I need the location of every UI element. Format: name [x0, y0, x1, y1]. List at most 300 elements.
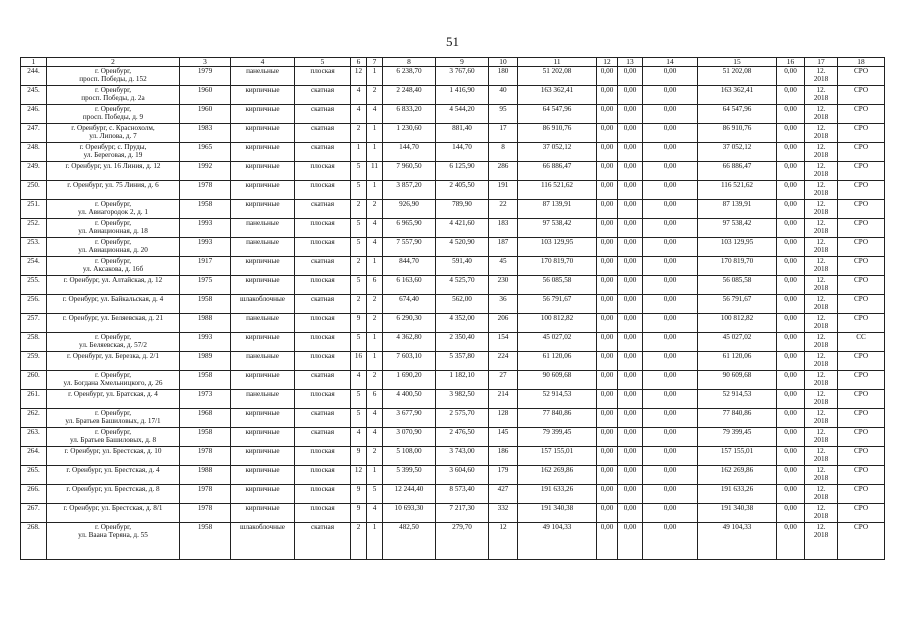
method-cell: СРО [838, 295, 885, 314]
living-area-cell: 1 182,10 [436, 371, 489, 390]
col16-cell: 0,00 [777, 86, 805, 105]
total-area-cell: 7 557,90 [383, 238, 436, 257]
address-cell [47, 257, 180, 276]
total-area-cell: 5 108,00 [383, 447, 436, 466]
table-row [21, 447, 885, 466]
date-year: 2018 [813, 208, 829, 216]
address-line-1: г. Оренбург, [94, 428, 132, 436]
table-row [21, 485, 885, 504]
address-line-2: просп. Победы, д. 2а [81, 94, 145, 102]
residents-cell: 230 [489, 276, 518, 295]
total-area-cell: 6 833,20 [383, 105, 436, 124]
date-cell [805, 428, 838, 447]
address-line-1: г. Оренбург, ул. 75 Линия, д. 6 [67, 181, 159, 189]
living-area-cell: 279,70 [436, 523, 489, 560]
row-number-cell: 268. [21, 523, 47, 560]
roof-type-cell: плоская [295, 314, 351, 333]
date-month: 12. [816, 162, 826, 170]
roof-type-cell: плоская [295, 352, 351, 371]
row-number-cell: 244. [21, 67, 47, 86]
col12-cell: 0,00 [597, 124, 618, 143]
col13-cell: 0,00 [618, 371, 643, 390]
col13-cell: 0,00 [618, 447, 643, 466]
col13-cell: 0,00 [618, 67, 643, 86]
col16-cell: 0,00 [777, 257, 805, 276]
floors-cell: 12 [351, 466, 367, 485]
col12-cell: 0,00 [597, 86, 618, 105]
col14-cell: 0,00 [643, 143, 698, 162]
column-header-12: 12 [597, 58, 618, 67]
col16-cell: 0,00 [777, 105, 805, 124]
wall-material-cell: кирпичные [231, 181, 295, 200]
method-cell: СРО [838, 143, 885, 162]
table-row [21, 200, 885, 219]
table-row [21, 390, 885, 409]
entrances-cell: 1 [367, 523, 383, 560]
page-number: 51 [446, 34, 459, 49]
method-cell: СРО [838, 124, 885, 143]
address-line-1: г. Оренбург, [94, 105, 132, 113]
col12-cell: 0,00 [597, 181, 618, 200]
entrances-cell: 11 [367, 162, 383, 181]
living-area-cell: 3 743,00 [436, 447, 489, 466]
roof-type-cell: скатная [295, 86, 351, 105]
date-cell [805, 162, 838, 181]
column-header-17: 17 [805, 58, 838, 67]
col16-cell: 0,00 [777, 314, 805, 333]
address-cell [47, 200, 180, 219]
floors-cell: 4 [351, 428, 367, 447]
method-cell: СРО [838, 86, 885, 105]
date-cell [805, 504, 838, 523]
cost-cell: 191 633,26 [518, 485, 597, 504]
address-line-2: ул. Береговая, д. 19 [83, 151, 143, 159]
date-cell [805, 257, 838, 276]
floors-cell: 12 [351, 67, 367, 86]
address-line-2: ул. Авиационная, д. 18 [78, 227, 148, 235]
date-cell [805, 409, 838, 428]
wall-material-cell: кирпичные [231, 447, 295, 466]
date-year: 2018 [813, 189, 829, 197]
floors-cell: 5 [351, 162, 367, 181]
wall-material-cell: панельные [231, 67, 295, 86]
housing-register-table [20, 57, 885, 560]
method-cell: СРО [838, 200, 885, 219]
entrances-cell: 1 [367, 352, 383, 371]
col15-cell: 79 399,45 [698, 428, 777, 447]
wall-material-cell: кирпичные [231, 466, 295, 485]
year-cell: 1988 [180, 314, 231, 333]
address-line-1: г. Оренбург, ул. Беляевская, д. 21 [62, 314, 164, 322]
entrances-cell: 2 [367, 295, 383, 314]
wall-material-cell: кирпичные [231, 162, 295, 181]
floors-cell: 9 [351, 485, 367, 504]
col15-cell: 52 914,53 [698, 390, 777, 409]
roof-type-cell: плоская [295, 333, 351, 352]
row-number-cell: 260. [21, 371, 47, 390]
total-area-cell: 3 677,90 [383, 409, 436, 428]
row-number-cell: 252. [21, 219, 47, 238]
col14-cell: 0,00 [643, 371, 698, 390]
date-year: 2018 [813, 531, 829, 539]
total-area-cell: 6 965,90 [383, 219, 436, 238]
residents-cell: 154 [489, 333, 518, 352]
date-year: 2018 [813, 246, 829, 254]
table-row [21, 504, 885, 523]
method-cell: СРО [838, 105, 885, 124]
entrances-cell: 4 [367, 504, 383, 523]
address-cell [47, 409, 180, 428]
row-number-cell: 261. [21, 390, 47, 409]
address-cell [47, 105, 180, 124]
col14-cell: 0,00 [643, 314, 698, 333]
method-cell: СРО [838, 485, 885, 504]
date-month: 12. [816, 466, 826, 474]
date-month: 12. [816, 428, 826, 436]
floors-cell: 2 [351, 257, 367, 276]
date-cell [805, 523, 838, 560]
date-cell [805, 238, 838, 257]
col13-cell: 0,00 [618, 276, 643, 295]
wall-material-cell: кирпичные [231, 86, 295, 105]
wall-material-cell: кирпичные [231, 409, 295, 428]
wall-material-cell: кирпичные [231, 200, 295, 219]
column-header-2: 2 [47, 58, 180, 67]
wall-material-cell: кирпичные [231, 143, 295, 162]
row-number-cell: 247. [21, 124, 47, 143]
address-cell [47, 219, 180, 238]
date-month: 12. [816, 181, 826, 189]
roof-type-cell: плоская [295, 276, 351, 295]
col13-cell: 0,00 [618, 162, 643, 181]
date-year: 2018 [813, 94, 829, 102]
living-area-cell: 3 982,50 [436, 390, 489, 409]
date-month: 12. [816, 352, 826, 360]
year-cell: 1960 [180, 105, 231, 124]
living-area-cell: 881,40 [436, 124, 489, 143]
header-row [21, 58, 885, 67]
total-area-cell: 7 960,50 [383, 162, 436, 181]
total-area-cell: 144,70 [383, 143, 436, 162]
living-area-cell: 2 476,50 [436, 428, 489, 447]
column-header-18: 18 [838, 58, 885, 67]
column-header-8: 8 [383, 58, 436, 67]
row-number-cell: 254. [21, 257, 47, 276]
col12-cell: 0,00 [597, 162, 618, 181]
residents-cell: 332 [489, 504, 518, 523]
total-area-cell: 6 163,60 [383, 276, 436, 295]
year-cell: 1958 [180, 428, 231, 447]
year-cell: 1993 [180, 238, 231, 257]
col12-cell: 0,00 [597, 314, 618, 333]
col13-cell: 0,00 [618, 86, 643, 105]
living-area-cell: 3 767,60 [436, 67, 489, 86]
date-month: 12. [816, 523, 826, 531]
cost-cell: 103 129,95 [518, 238, 597, 257]
col13-cell: 0,00 [618, 295, 643, 314]
date-cell [805, 352, 838, 371]
living-area-cell: 2 575,70 [436, 409, 489, 428]
col14-cell: 0,00 [643, 276, 698, 295]
cost-cell: 170 819,70 [518, 257, 597, 276]
col12-cell: 0,00 [597, 67, 618, 86]
wall-material-cell: кирпичные [231, 371, 295, 390]
table-row [21, 466, 885, 485]
cost-cell: 61 120,06 [518, 352, 597, 371]
table-row [21, 124, 885, 143]
col13-cell: 0,00 [618, 466, 643, 485]
col14-cell: 0,00 [643, 124, 698, 143]
col16-cell: 0,00 [777, 371, 805, 390]
residents-cell: 8 [489, 143, 518, 162]
floors-cell: 5 [351, 181, 367, 200]
col12-cell: 0,00 [597, 276, 618, 295]
date-cell [805, 371, 838, 390]
column-header-13: 13 [618, 58, 643, 67]
table-row [21, 523, 885, 560]
col12-cell: 0,00 [597, 238, 618, 257]
date-month: 12. [816, 447, 826, 455]
floors-cell: 2 [351, 200, 367, 219]
date-month: 12. [816, 314, 826, 322]
roof-type-cell: плоская [295, 504, 351, 523]
date-year: 2018 [813, 322, 829, 330]
year-cell: 1960 [180, 86, 231, 105]
year-cell: 1979 [180, 67, 231, 86]
total-area-cell: 482,50 [383, 523, 436, 560]
address-line-1: г. Оренбург, [94, 200, 132, 208]
roof-type-cell: плоская [295, 485, 351, 504]
address-line-1: г. Оренбург, [94, 238, 132, 246]
roof-type-cell: плоская [295, 181, 351, 200]
col15-cell: 61 120,06 [698, 352, 777, 371]
date-year: 2018 [813, 132, 829, 140]
roof-type-cell: скатная [295, 124, 351, 143]
year-cell: 1993 [180, 333, 231, 352]
column-header-11: 11 [518, 58, 597, 67]
total-area-cell: 6 238,70 [383, 67, 436, 86]
address-cell [47, 181, 180, 200]
date-cell [805, 124, 838, 143]
floors-cell: 5 [351, 409, 367, 428]
col15-cell: 90 609,68 [698, 371, 777, 390]
wall-material-cell: кирпичные [231, 485, 295, 504]
roof-type-cell: плоская [295, 219, 351, 238]
date-cell [805, 143, 838, 162]
wall-material-cell: кирпичные [231, 333, 295, 352]
year-cell: 1978 [180, 447, 231, 466]
residents-cell: 27 [489, 371, 518, 390]
entrances-cell: 4 [367, 238, 383, 257]
col13-cell: 0,00 [618, 181, 643, 200]
row-number-cell: 263. [21, 428, 47, 447]
col13-cell: 0,00 [618, 409, 643, 428]
wall-material-cell: шлакоблочные [231, 523, 295, 560]
total-area-cell: 10 693,30 [383, 504, 436, 523]
wall-material-cell: панельные [231, 238, 295, 257]
entrances-cell: 1 [367, 333, 383, 352]
cost-cell: 52 914,53 [518, 390, 597, 409]
col16-cell: 0,00 [777, 409, 805, 428]
total-area-cell: 3 070,90 [383, 428, 436, 447]
address-cell [47, 523, 180, 560]
date-month: 12. [816, 86, 826, 94]
date-month: 12. [816, 105, 826, 113]
col13-cell: 0,00 [618, 143, 643, 162]
column-header-16: 16 [777, 58, 805, 67]
date-cell [805, 219, 838, 238]
address-line-2: ул. Авиационная, д. 20 [78, 246, 148, 254]
col12-cell: 0,00 [597, 504, 618, 523]
address-cell [47, 143, 180, 162]
wall-material-cell: кирпичные [231, 257, 295, 276]
address-line-1: г. Оренбург, ул. Брестская, д. 8/1 [63, 504, 163, 512]
total-area-cell: 6 290,30 [383, 314, 436, 333]
floors-cell: 5 [351, 390, 367, 409]
date-month: 12. [816, 295, 826, 303]
address-cell [47, 295, 180, 314]
col16-cell: 0,00 [777, 200, 805, 219]
table-row [21, 86, 885, 105]
floors-cell: 9 [351, 447, 367, 466]
date-year: 2018 [813, 455, 829, 463]
row-number-cell: 250. [21, 181, 47, 200]
table-row [21, 352, 885, 371]
date-year: 2018 [813, 113, 829, 121]
col15-cell: 100 812,82 [698, 314, 777, 333]
date-cell [805, 447, 838, 466]
address-line-1: г. Оренбург, [94, 523, 132, 531]
col14-cell: 0,00 [643, 485, 698, 504]
residents-cell: 45 [489, 257, 518, 276]
cost-cell: 100 812,82 [518, 314, 597, 333]
table-row [21, 295, 885, 314]
roof-type-cell: плоская [295, 390, 351, 409]
date-year: 2018 [813, 512, 829, 520]
col12-cell: 0,00 [597, 200, 618, 219]
living-area-cell: 8 573,40 [436, 485, 489, 504]
floors-cell: 2 [351, 295, 367, 314]
entrances-cell: 4 [367, 105, 383, 124]
col15-cell: 64 547,96 [698, 105, 777, 124]
column-header-3: 3 [180, 58, 231, 67]
row-number-cell: 253. [21, 238, 47, 257]
address-cell [47, 276, 180, 295]
year-cell: 1968 [180, 409, 231, 428]
col16-cell: 0,00 [777, 504, 805, 523]
method-cell: СРО [838, 409, 885, 428]
cost-cell: 77 840,86 [518, 409, 597, 428]
col13-cell: 0,00 [618, 523, 643, 560]
date-cell [805, 390, 838, 409]
cost-cell: 90 609,68 [518, 371, 597, 390]
row-number-cell: 264. [21, 447, 47, 466]
address-line-2: ул. Братьев Башиловых, д. 17/1 [65, 417, 161, 425]
col13-cell: 0,00 [618, 124, 643, 143]
residents-cell: 40 [489, 86, 518, 105]
year-cell: 1993 [180, 219, 231, 238]
address-cell [47, 390, 180, 409]
col15-cell: 45 027,02 [698, 333, 777, 352]
date-month: 12. [816, 124, 826, 132]
date-year: 2018 [813, 227, 829, 235]
row-number-cell: 259. [21, 352, 47, 371]
date-cell [805, 295, 838, 314]
roof-type-cell: скатная [295, 200, 351, 219]
col14-cell: 0,00 [643, 447, 698, 466]
residents-cell: 17 [489, 124, 518, 143]
address-line-1: г. Оренбург, [94, 67, 132, 75]
col12-cell: 0,00 [597, 219, 618, 238]
method-cell: СРО [838, 257, 885, 276]
entrances-cell: 4 [367, 428, 383, 447]
cost-cell: 56 085,58 [518, 276, 597, 295]
col13-cell: 0,00 [618, 238, 643, 257]
date-cell [805, 181, 838, 200]
cost-cell: 45 027,02 [518, 333, 597, 352]
cost-cell: 49 104,33 [518, 523, 597, 560]
entrances-cell: 1 [367, 466, 383, 485]
residents-cell: 180 [489, 67, 518, 86]
roof-type-cell: плоская [295, 238, 351, 257]
living-area-cell: 591,40 [436, 257, 489, 276]
living-area-cell: 4 525,70 [436, 276, 489, 295]
entrances-cell: 5 [367, 485, 383, 504]
col14-cell: 0,00 [643, 257, 698, 276]
row-number-cell: 245. [21, 86, 47, 105]
address-cell [47, 504, 180, 523]
residents-cell: 95 [489, 105, 518, 124]
floors-cell: 16 [351, 352, 367, 371]
residents-cell: 187 [489, 238, 518, 257]
entrances-cell: 2 [367, 371, 383, 390]
wall-material-cell: панельные [231, 314, 295, 333]
table-row [21, 409, 885, 428]
table-row [21, 276, 885, 295]
year-cell: 1978 [180, 181, 231, 200]
year-cell: 1992 [180, 162, 231, 181]
address-cell [47, 352, 180, 371]
roof-type-cell: скатная [295, 371, 351, 390]
col16-cell: 0,00 [777, 352, 805, 371]
residents-cell: 191 [489, 181, 518, 200]
roof-type-cell: плоская [295, 162, 351, 181]
col15-cell: 191 633,26 [698, 485, 777, 504]
floors-cell: 5 [351, 238, 367, 257]
address-line-2: ул. Аксакова, д. 16б [82, 265, 144, 273]
col14-cell: 0,00 [643, 504, 698, 523]
address-line-1: г. Оренбург, ул. Брестская, д. 4 [66, 466, 160, 474]
method-cell: СРО [838, 238, 885, 257]
address-cell [47, 447, 180, 466]
floors-cell: 2 [351, 523, 367, 560]
cost-cell: 97 538,42 [518, 219, 597, 238]
floors-cell: 9 [351, 504, 367, 523]
address-line-1: г. Оренбург, ул. Березка, д. 2/1 [67, 352, 159, 360]
row-number-cell: 255. [21, 276, 47, 295]
col14-cell: 0,00 [643, 466, 698, 485]
date-month: 12. [816, 390, 826, 398]
col15-cell: 97 538,42 [698, 219, 777, 238]
col14-cell: 0,00 [643, 200, 698, 219]
roof-type-cell: плоская [295, 447, 351, 466]
col16-cell: 0,00 [777, 276, 805, 295]
address-cell [47, 371, 180, 390]
total-area-cell: 674,40 [383, 295, 436, 314]
residents-cell: 206 [489, 314, 518, 333]
roof-type-cell: скатная [295, 295, 351, 314]
date-year: 2018 [813, 417, 829, 425]
